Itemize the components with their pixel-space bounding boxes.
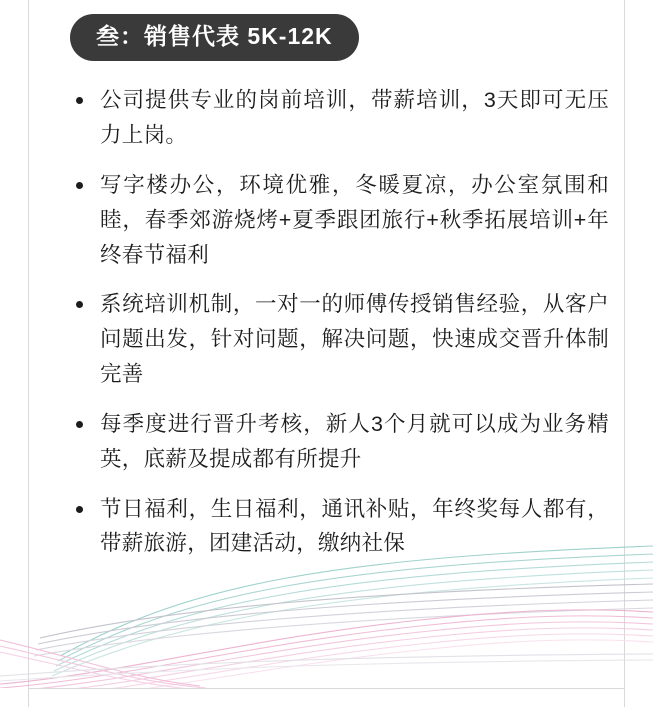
benefits-list (70, 83, 609, 561)
bottom-border-rule (28, 688, 625, 689)
list-item: 公司提供专业的岗前培训，带薪培训，3天即可无压力上岗。 (70, 83, 609, 153)
list-item: 每季度进行晋升考核，新人3个月就可以成为业务精英，底薪及提成都有所提升 (70, 407, 609, 477)
job-title-badge: 叁：销售代表 5K-12K (70, 14, 359, 61)
list-item: 节日福利，生日福利，通讯补贴，年终奖每人都有，带薪旅游，团建活动，缴纳社保 (70, 492, 609, 562)
list-item: 写字楼办公，环境优雅，冬暖夏凉，办公室氛围和睦，春季郊游烧烤+夏季跟团旅行+秋季拓展培训+年终春节福利 (70, 168, 609, 272)
list-item: 系统培训机制，一对一的师傅传授销售经验，从客户问题出发，针对问题，解决问题，快速成交晋升体制完善 (70, 287, 609, 391)
